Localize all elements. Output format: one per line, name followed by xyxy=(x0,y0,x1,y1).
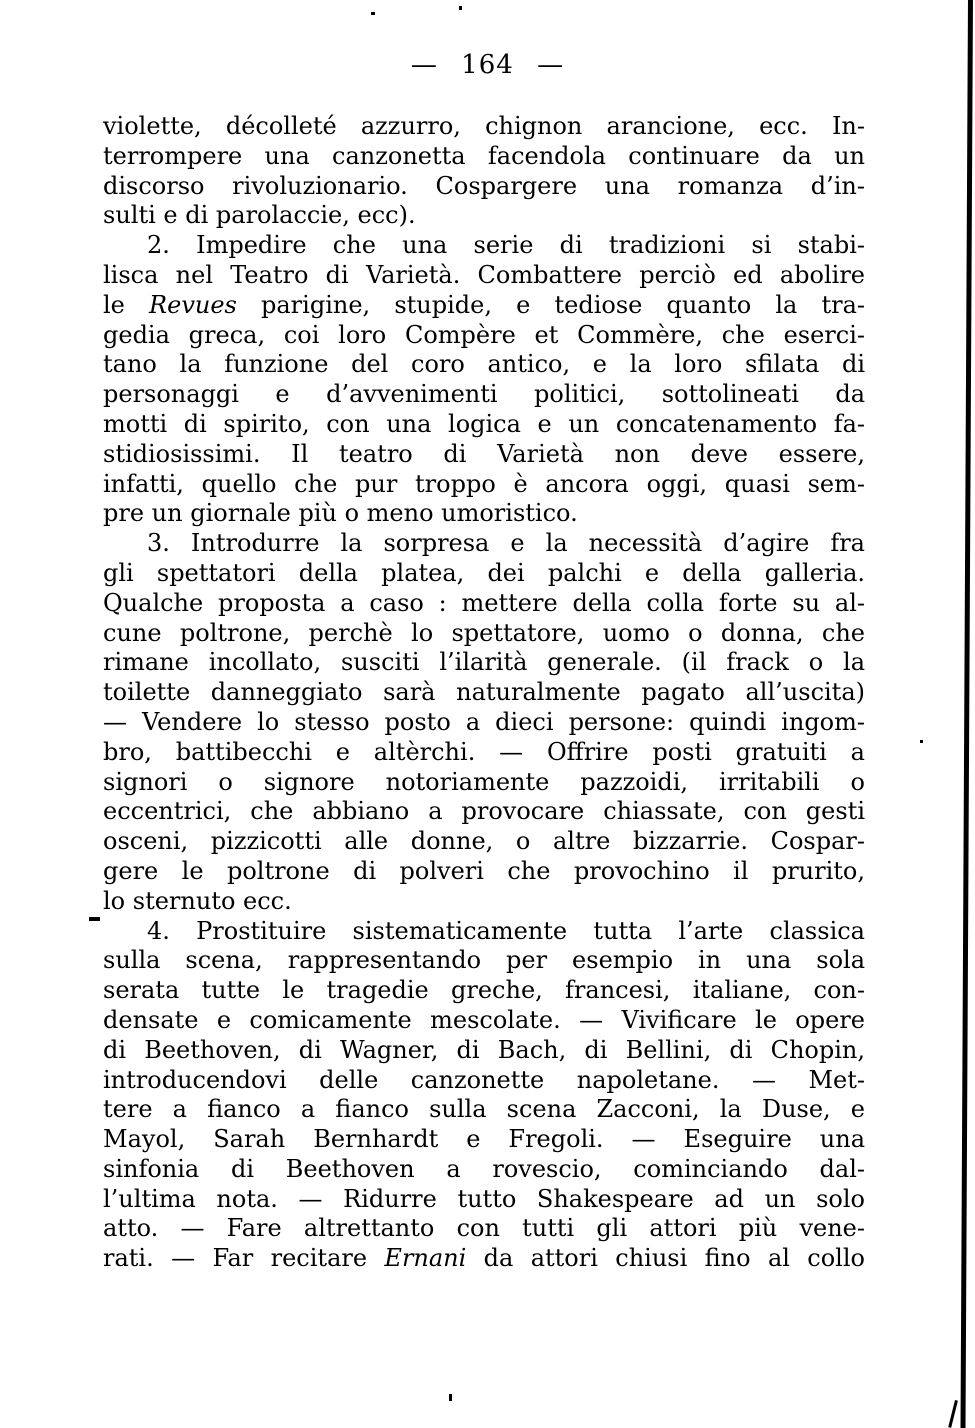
text-line: di Beethoven, di Wagner, di Bach, di Bellini, di Chopin, xyxy=(103,1035,865,1064)
ink-speck xyxy=(459,6,462,10)
ink-speck xyxy=(920,740,923,743)
text-line: osceni, pizzicotti alle donne, o altre bizzarrie. Cospar- xyxy=(103,827,865,856)
text-line: rati. — Far recitare Ernani da attori chiusi fino al collo xyxy=(103,1244,865,1273)
ink-speck xyxy=(89,917,100,921)
ink-speck xyxy=(371,12,375,15)
text-line: 3. Introdurre la sorpresa e la necessità d’agire fra xyxy=(147,529,865,558)
text-line: cune poltrone, perchè lo spettatore, uomo o donna, che xyxy=(103,618,865,647)
text-line: sulti e di parolaccie, ecc). xyxy=(103,201,416,230)
text-line: 4. Prostituire sistematicamente tutta l’arte classica xyxy=(147,916,865,945)
text-line: tere a fianco a fianco sulla scena Zacconi, la Duse, e xyxy=(103,1095,865,1124)
text-line: gere le poltrone di polveri che provochino il prurito, xyxy=(103,856,865,885)
text-line: bro, battibecchi e altèrchi. — Offrire posti gratuiti a xyxy=(103,737,865,766)
text-line: pre un giornale più o meno umoristico. xyxy=(103,499,578,528)
text-line: sulla scena, rappresentando per esempio in una sola xyxy=(103,946,865,975)
text-line: introducendovi delle canzonette napoletane. — Met- xyxy=(103,1065,865,1094)
text-line: densate e comicamente mescolate. — Vivificare le opere xyxy=(103,1005,865,1034)
scan-diagonal-artifact xyxy=(948,1400,958,1428)
text-line: sinfonia di Beethoven a rovescio, cominciando dal- xyxy=(103,1154,865,1183)
text-line: tano la funzione del coro antico, e la loro sfilata di xyxy=(103,350,865,379)
text-line: discorso rivoluzionario. Cospargere una romanza d’in- xyxy=(103,171,865,200)
text-line: lisca nel Teatro di Varietà. Combattere perciò ed abolire xyxy=(103,260,865,289)
text-line: 2. Impedire che una serie di tradizioni si stabi- xyxy=(147,231,865,260)
text-line: — Vendere lo stesso posto a dieci persone: quindi ingom- xyxy=(103,707,865,736)
text-line: violette, décolleté azzurro, chignon arancione, ecc. In- xyxy=(103,112,865,140)
ink-speck xyxy=(449,1394,452,1401)
text-line: motti di spirito, con una logica e un concatenamento fa- xyxy=(103,409,865,438)
text-line: lo sternuto ecc. xyxy=(103,886,292,915)
text-line: Mayol, Sarah Bernhardt e Fregoli. — Eseguire una xyxy=(103,1125,865,1154)
text-line: gli spettatori della platea, dei palchi e della galleria. xyxy=(103,558,865,587)
text-line: atto. — Fare altrettanto con tutti gli attori più vene- xyxy=(103,1214,865,1243)
text-line: gedia greca, coi loro Compère et Commère, che eserci- xyxy=(103,320,865,349)
text-line: signori o signore notoriamente pazzoidi, irritabili o xyxy=(103,767,865,796)
text-line: rimane incollato, susciti l’ilarità generale. (il frack o la xyxy=(103,648,865,677)
text-line: stidiosissimi. Il teatro di Varietà non deve essere, xyxy=(103,439,865,468)
body-text xyxy=(103,112,865,1274)
text-line: toilette danneggiato sarà naturalmente pagato all’uscita) xyxy=(103,678,865,707)
text-line: serata tutte le tragedie greche, francesi, italiane, con- xyxy=(103,976,865,1005)
text-line: Qualche proposta a caso : mettere della colla forte su al- xyxy=(103,588,865,617)
page-number: — 164 — xyxy=(410,50,565,80)
text-line: infatti, quello che pur troppo è ancora oggi, quasi sem- xyxy=(103,469,865,498)
text-line: eccentrici, che abbiano a provocare chiassate, con gesti xyxy=(103,797,865,826)
text-line: terrompere una canzonetta facendola continuare da un xyxy=(103,141,865,170)
text-line: l’ultima nota. — Ridurre tutto Shakespeare ad un solo xyxy=(103,1184,865,1213)
scan-edge-artifact xyxy=(960,0,973,1428)
text-line: le Revues parigine, stupide, e tediose quanto la tra- xyxy=(103,290,865,319)
text-line: personaggi e d’avvenimenti politici, sottolineati da xyxy=(103,380,865,409)
